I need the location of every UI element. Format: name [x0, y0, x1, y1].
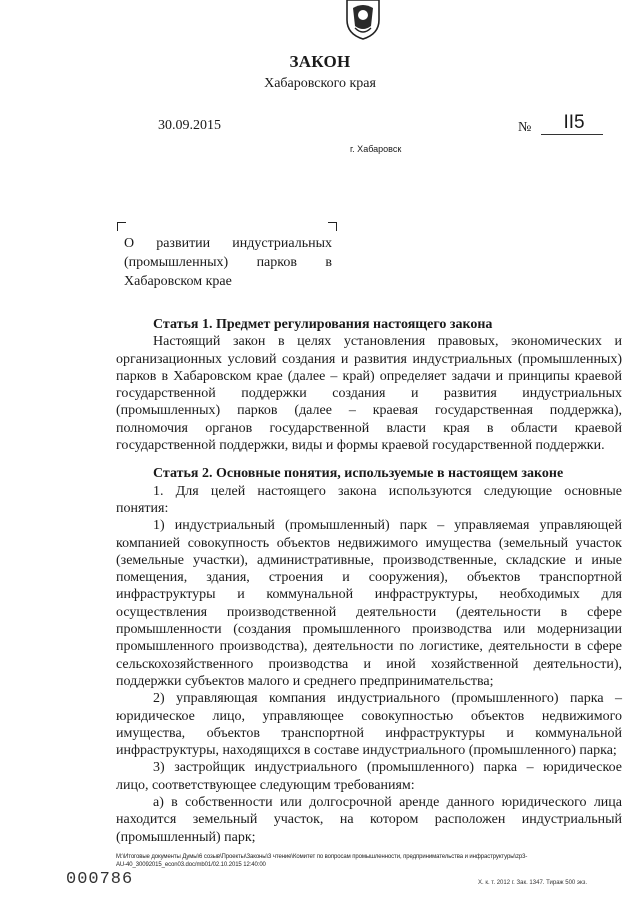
subject-corner-right	[328, 222, 337, 231]
subject-word: в	[325, 255, 332, 270]
law-number-label: №	[518, 120, 532, 135]
article-2-line: сельскохозяйственного производства и иной хозяйственной деятельности),	[116, 656, 622, 672]
article-2-line: осуществления производственной деятельности (деятельности в сфере	[116, 604, 622, 620]
article-2-line: компанией совокупность объектов недвижимого имущества (земельный участок	[116, 535, 622, 551]
article-2-line: 3) застройщик индустриального (промышленного) парка – юридическое	[153, 760, 622, 776]
article-2-line: лицо, соответствующее следующим требованиям:	[116, 777, 415, 793]
law-title: ЗАКОН	[289, 52, 351, 71]
law-body	[116, 316, 622, 846]
article-1-line: полномочия органов государственной власти края в области краевой	[116, 420, 622, 436]
article-2-line: юридическое лицо, управляющее совокупностью объектов недвижимого	[116, 708, 622, 724]
subject-word: индустриальных	[232, 236, 332, 251]
article-2-line: 1. Для целей настоящего закона используются следующие основные	[153, 483, 622, 499]
subject-word: парков	[256, 255, 297, 270]
subject-corner-left	[117, 222, 126, 231]
document-file-path	[116, 853, 626, 869]
subject-word: О	[124, 236, 135, 251]
law-number-underline	[541, 134, 603, 135]
article-2-line: (промышленный) парк;	[116, 829, 256, 845]
article-2-heading: Статья 2. Основные понятия, используемые в настоящем законе	[153, 466, 564, 482]
article-2-line: поддержки субъектов малого и среднего предпринимательства;	[116, 673, 494, 689]
article-2-line: инфраструктуры, находящихся в составе индустриального (промышленного) парка;	[116, 743, 617, 759]
article-1-line: (промышленных) парков (далее – краевая государственная поддержка),	[116, 403, 622, 419]
subject-line	[124, 253, 332, 272]
article-1-line: государственной поддержки создания и развития индустриальных	[116, 386, 622, 402]
subject-word: развитии	[156, 236, 211, 251]
law-date: 30.09.2015	[158, 118, 221, 133]
article-1-line: государственной поддержки, виды и формы краевой государственной поддержки.	[116, 438, 605, 454]
article-2-line: 2) управляющая компания индустриального (промышленного) парка –	[153, 691, 622, 707]
article-1-line: парков в Хабаровском крае (далее – край) определяет задачи и принципы краевой	[116, 368, 622, 384]
law-city: г. Хабаровск	[350, 144, 402, 154]
subject-word: (промышленных)	[124, 255, 229, 270]
subject-line	[124, 272, 332, 291]
file-path-line: AU-40_30092015_econ03.doc/mb01/02.10.2015 12:40:00	[116, 862, 266, 868]
article-2-line: промышленности (создания промышленного производства или модернизации	[116, 622, 622, 638]
subject-word: Хабаровском крае	[124, 274, 232, 289]
subject-line	[124, 234, 332, 253]
article-2-line: понятия:	[116, 500, 169, 516]
article-1-line: Настоящий закон в целях установления правовых, экономических и	[153, 334, 622, 350]
article-2-line: промышленного производства), деятельности по логистике, деятельности в сфере	[116, 639, 622, 655]
article-2-line: имущества, объектов транспортной инфраструктуры и коммунальной	[116, 725, 622, 741]
coat-of-arms-icon	[341, 0, 385, 40]
file-path-line: M:\Итоговые документы Думы\6 созыв\Проекты\Законы\3 чтение\Комитет по вопросам промышленности, предпринимательства и инфраструктуры\zp3-	[116, 854, 528, 860]
article-2-line: (земельные участки), административные, производственные, складские и иные	[116, 552, 622, 568]
article-2-line: а) в собственности или долгосрочной аренде данного юридического лица	[153, 795, 622, 811]
article-2-line: 1) индустриальный (промышленный) парк – управляемая управляющей	[153, 518, 622, 534]
law-subject	[124, 234, 332, 291]
article-2-line: находится земельный участок, на котором расположен индустриальный	[116, 812, 622, 828]
registration-stamp: 000786	[66, 870, 134, 889]
article-1-line: организационных условий создания и развития индустриальных (промышленных)	[116, 351, 622, 367]
article-2-line: помещения, здания, строения и сооружения), объектов транспортной	[116, 570, 622, 586]
print-info: Х. к. т. 2012 г. Зак. 1347. Тираж 500 экз.	[478, 880, 588, 886]
law-number: II5	[563, 112, 585, 133]
law-region: Хабаровского края	[264, 76, 376, 91]
article-2-line: инфраструктуры и коммунальной инфраструктуры, необходимых для	[116, 587, 622, 603]
article-1-heading: Статья 1. Предмет регулирования настоящего закона	[153, 317, 493, 332]
